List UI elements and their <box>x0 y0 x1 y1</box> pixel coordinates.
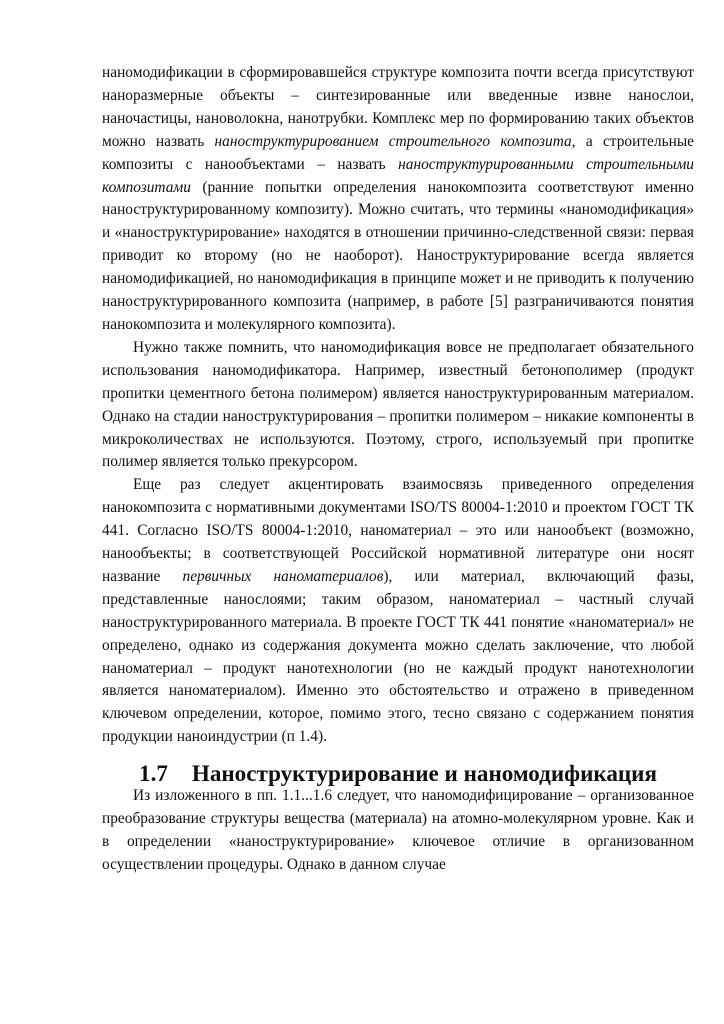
paragraph-1-italic-2: наноструктурированными строительными композитами <box>102 155 695 196</box>
section-heading <box>102 762 694 785</box>
paragraph-1 <box>102 62 694 337</box>
paragraph-3-italic-1: первичных наноматериалов <box>182 567 384 585</box>
document-page <box>102 62 694 877</box>
paragraph-3-text-2: ), или материал, включающий фазы, представленные нанослоями; таким образом, наноматериал – частный случай наноструктурированного материала. В проекте ГОСТ ТК 441 понятие «наноматериал» не определено, однако из содержания документа можно сделать заключение, что любой наноматериал – продукт нанотехнологии (но не каждый продукт нанотехнологии является наноматериалом). Именно это обстоятельство и отражено в приведенном ключевом определении, которое, помимо этого, тесно связано с содержанием понятия продукции наноиндустрии (п 1.4). <box>102 567 695 746</box>
paragraph-3-text-1: Еще раз следует акцентировать взаимосвязь приведенного определения нанокомпозита с нормативными документами ISO/TS 80004-1:2010 и проектом ГОСТ ТК 441. Согласно ISO/TS 80004-1:2010, наноматериал – это или нанообъект (возможно, нанообъекты; в соответствующей Российской нормативной литературе они носят название <box>102 476 694 585</box>
section-number: 1.7 <box>139 760 168 787</box>
paragraph-1-italic-1: наноструктурированием строительного композита <box>214 132 572 150</box>
paragraph-4-text-1: Из изложенного в пп. 1.1...1.6 следует, что наномодифицирование – организованное преобразование структуры вещества (материала) на атомно-молекулярном уровне. Как и в определении «наноструктурирование» ключевое отличие в организованном осуществлении процедуры. Однако в данном случае <box>102 787 694 873</box>
section-title: Наноструктурирование и наномодификация <box>191 760 657 787</box>
paragraph-1-text-3: (ранние попытки определения нанокомпозита соответствуют именно наноструктурированному композиту). Можно считать, что термины «наномодификация» и «наноструктурирование» находятся в отношении причинно-следственной связи: первая приводит ко второму (но не наоборот). Наноструктурирование всегда является наномодификацией, но наномодификация в принципе может и не приводить к получению наноструктурированного композита (например, в работе [5] разграничиваются понятия нанокомпозита и молекулярного композита). <box>102 178 694 333</box>
paragraph-4 <box>102 785 694 877</box>
paragraph-1-text-1: наномодификации в сформировавшейся структуре композита почти всегда присутствуют наноразмерные объекты – синтезированные или введенные извне нанослои, наночастицы, нановолокна, нанотрубки. Комплекс мер по формированию таких объектов можно назвать <box>102 64 694 150</box>
paragraph-2 <box>102 337 694 474</box>
paragraph-3 <box>102 474 694 749</box>
paragraph-1-text-2: , а строительные композиты с нанообъектами – назвать <box>102 132 694 173</box>
paragraph-2-text-1: Нужно также помнить, что наномодификация вовсе не предполагает обязательного использования наномодификатора. Например, известный бетонополимер (продукт пропитки цементного бетона полимером) является наноструктурированным материалом. Однако на стадии наноструктурирования – пропитки полимером – никакие компоненты в микроколичествах не используются. Поэтому, строго, используемый при пропитке полимер является только прекурсором. <box>102 338 694 471</box>
